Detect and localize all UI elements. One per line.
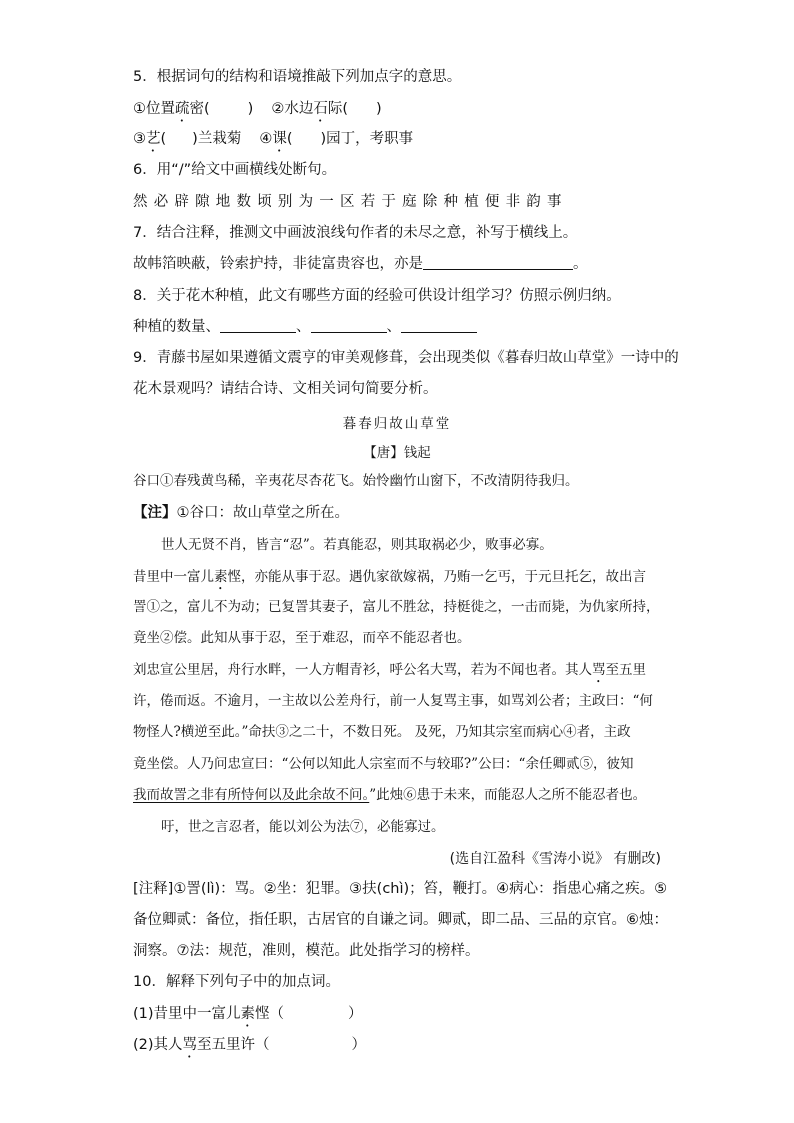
q9-stem-line2: 花木景观吗？请结合诗、文相关词句简要分析。 [133, 381, 438, 397]
q10-stem: 10．解释下列句子中的加点词。 [133, 974, 340, 990]
q8-blank-2[interactable] [311, 317, 387, 333]
q7-sentence: 故帏箔映蔽，铃索护持，非徒富贵容也，亦是 。 [133, 256, 588, 272]
q7-stem: 7．结合注释，推测文中画波浪线句作者的未尽之意，补写于横线上。 [133, 225, 578, 241]
notes-line1: [注释]①詈(lì)：骂。②坐：犯罪。③扶(chì)；笞，鞭打。④病心：指患心痛之疾。⑤ [133, 881, 668, 897]
q6-stem: 6．用“/”给文中画横线处断句。 [133, 162, 337, 178]
passage-p2-line1: 昔里中一富儿素悭，亦能从事于忍。遇仇家欲嫁祸，乃贿一乞丐，于元旦托乞，故出言 [133, 569, 646, 585]
notes-line2: 备位卿贰：备位，指任职，古居官的自谦之词。卿贰，即二品、三品的京官。⑥烛： [133, 912, 668, 928]
passage-p3-line3: 物怪人?横逆至此。”命扶③之二十，不数日死。 及死，乃知其宗室而病心④者，主政 [133, 724, 631, 740]
poem-title: 暮春归故山草堂 [342, 416, 452, 432]
passage-paragraph-1: 世人无贤不肖，皆言“忍”。若真能忍，则其取祸必少，败事必寡。 [161, 537, 553, 553]
poem-text: 谷口①春残黄鸟稀，辛夷花尽杏花飞。始怜幽竹山窗下，不改清阴待我归。 [133, 473, 579, 489]
passage-p2-line2: 詈①之，富儿不为动；已复詈其妻子，富儿不胜忿，持梃徙之，一击而毙，为仇家所持， [133, 599, 660, 615]
q8-answer-line: 种植的数量、 、 、 [133, 317, 477, 337]
q9-stem-line1: 9．青藤书屋如果遵循文震亨的审美观修葺，会出现类似《暮春归故山草堂》一诗中的 [133, 350, 679, 366]
q10-item2: (2)其人骂至五里许（ ） [133, 1037, 367, 1053]
q10-item1: (1)昔里中一富儿素悭（ ） [133, 1006, 363, 1022]
passage-source: (选自江盈科《雪涛小说》 有删改) [449, 851, 661, 867]
q5-row2: ③艺( )兰栽菊 ④课( )园丁，考职事 [133, 131, 414, 147]
q5-row1: ①位置疏密( ) ②水边石际( ) [133, 101, 382, 117]
q8-stem: 8．关于花木种植，此文有哪些方面的经验可供设计组学习？仿照示例归纳。 [133, 288, 621, 304]
q8-blank-3[interactable] [401, 317, 477, 333]
passage-p2-line3: 竟坐②偿。此知从事于忍，至于难忍，而卒不能忍者也。 [133, 630, 471, 646]
q8-blank-1[interactable] [220, 317, 296, 333]
q6-sentence: 然必辟隙地数顷别为一区若于庭除种植便非韵事 [133, 194, 568, 210]
notes-line3: 洞察。⑦法：规范，准则，模范。此处指学习的榜样。 [133, 943, 480, 959]
passage-p3-line1: 刘忠宣公里居，舟行水畔，一人方帽青衫，呼公名大骂，若为不闻也者。其人骂至五里 [133, 662, 646, 678]
underlined-sentence: 我而故詈之非有所恃何以及此余故不问。 [133, 787, 370, 803]
q5-stem: 5．根据词句的结构和语境推敲下列加点字的意思。 [133, 69, 462, 85]
q7-answer-blank[interactable] [423, 254, 573, 270]
passage-p3-line4: 竟坐偿。人乃问忠宣曰：“公何以知此人宗室而不与较耶?”公曰：“余任卿贰⑤，彼知 [133, 756, 634, 772]
passage-p3-line2: 许，倦而返。不逾月，一主故以公差舟行，前一人复骂主事，如骂刘公者；主政曰：“何 [133, 693, 653, 709]
passage-paragraph-4: 吁，世之言忍者，能以刘公为法⑦，必能寡过。 [161, 819, 445, 835]
passage-p3-line5: 我而故詈之非有所恃何以及此余故不问。”此烛⑥患于未来，而能忍人之所不能忍者也。 [133, 787, 647, 803]
poem-note: 【注】①谷口：故山草堂之所在。 [133, 505, 349, 521]
poem-author: 【唐】钱起 [363, 445, 431, 461]
